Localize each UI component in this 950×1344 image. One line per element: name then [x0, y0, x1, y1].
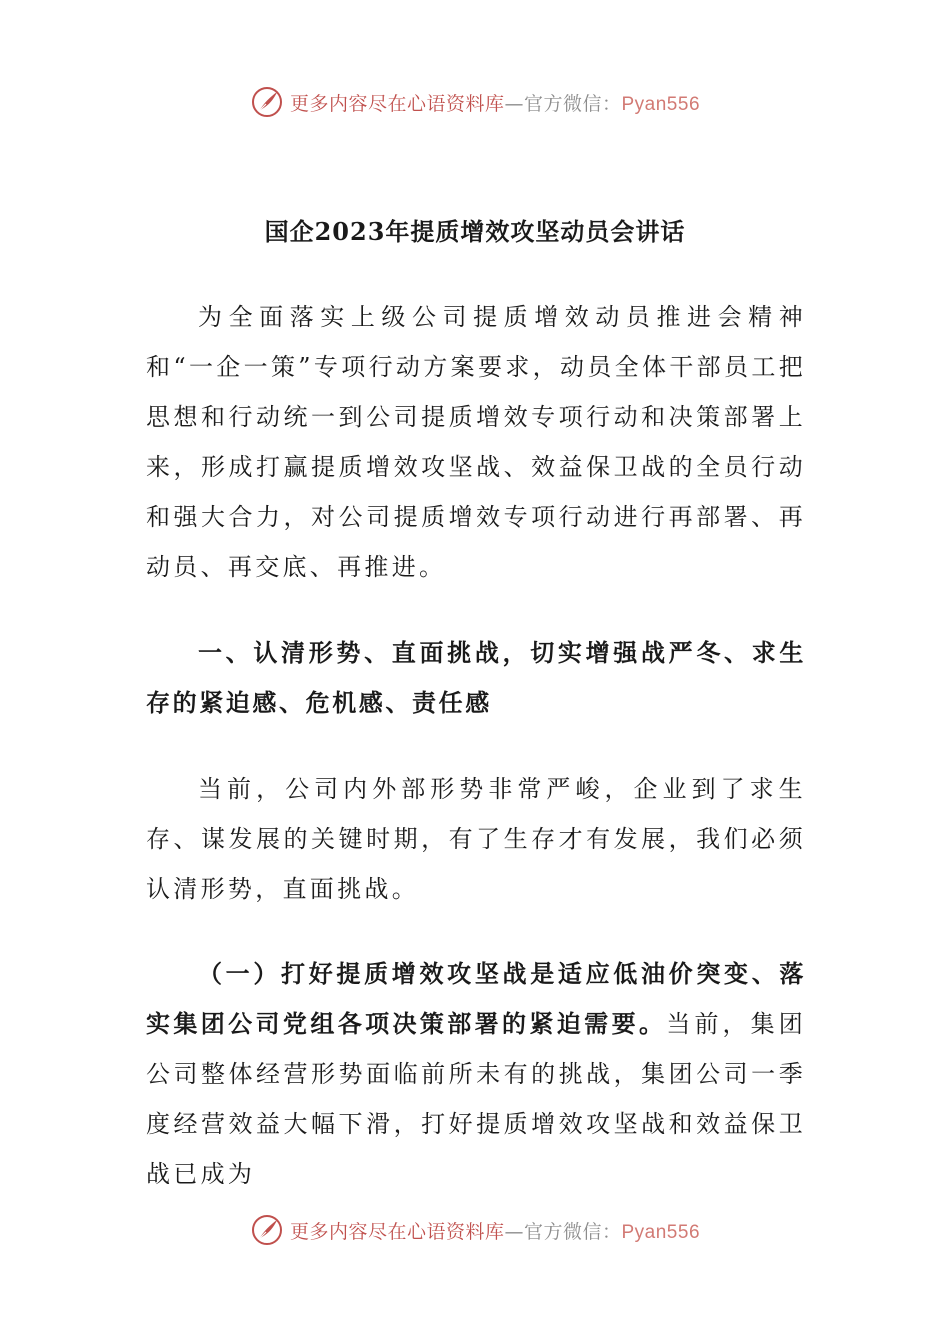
header-watermark — [0, 82, 950, 122]
watermark-separator: — — [504, 1220, 524, 1243]
section-heading-1: 一、认清形势、直面挑战，切实增强战严冬、求生存的紧迫感、危机感、责任感 — [146, 638, 806, 717]
watermark-text — [290, 89, 700, 116]
quill-logo-icon — [250, 85, 284, 119]
watermark-brand: 更多内容尽在心语资料库 — [289, 92, 505, 115]
section-1-paragraph: 当前，公司内外部形势非常严峻，企业到了求生存、谋发展的关键时期，有了生存才有发展，我们必须认清形势，直面挑战。 — [146, 775, 806, 903]
subsection-1-heading: （一）打好提质增效攻坚战是适应低油价突变、落实集团公司党组各项决策部署的紧迫需要。 — [146, 959, 806, 1038]
document-title: 国企2023年提质增效攻坚动员会讲话 — [264, 217, 686, 246]
watermark-text — [290, 1217, 700, 1244]
subsection-1-paragraph — [146, 949, 806, 1199]
watermark-brand: 更多内容尽在心语资料库 — [289, 1220, 505, 1243]
intro-paragraph: 为全面落实上级公司提质增效动员推进会精神和“一企一策”专项行动方案要求，动员全体干部员工把思想和行动统一到公司提质增效专项行动和决策部署上来，形成打赢提质增效攻坚战、效益保卫战的全员行动和强大合力，对公司提质增效专项行动进行再部署、再动员、再交底、再推进。 — [146, 303, 806, 581]
quill-logo-icon — [250, 1213, 284, 1247]
watermark-label: 官方微信： — [523, 92, 622, 115]
watermark-label: 官方微信： — [523, 1220, 622, 1243]
watermark-separator: — — [504, 92, 524, 115]
watermark-handle: Pyan556 — [621, 93, 701, 115]
watermark-handle: Pyan556 — [621, 1221, 701, 1243]
subsection-1-text: 当前，集团公司整体经营形势面临前所未有的挑战，集团公司一季度经营效益大幅下滑，打好提质增效攻坚战和效益保卫战已成为 — [146, 1010, 807, 1188]
footer-watermark — [0, 1210, 950, 1250]
